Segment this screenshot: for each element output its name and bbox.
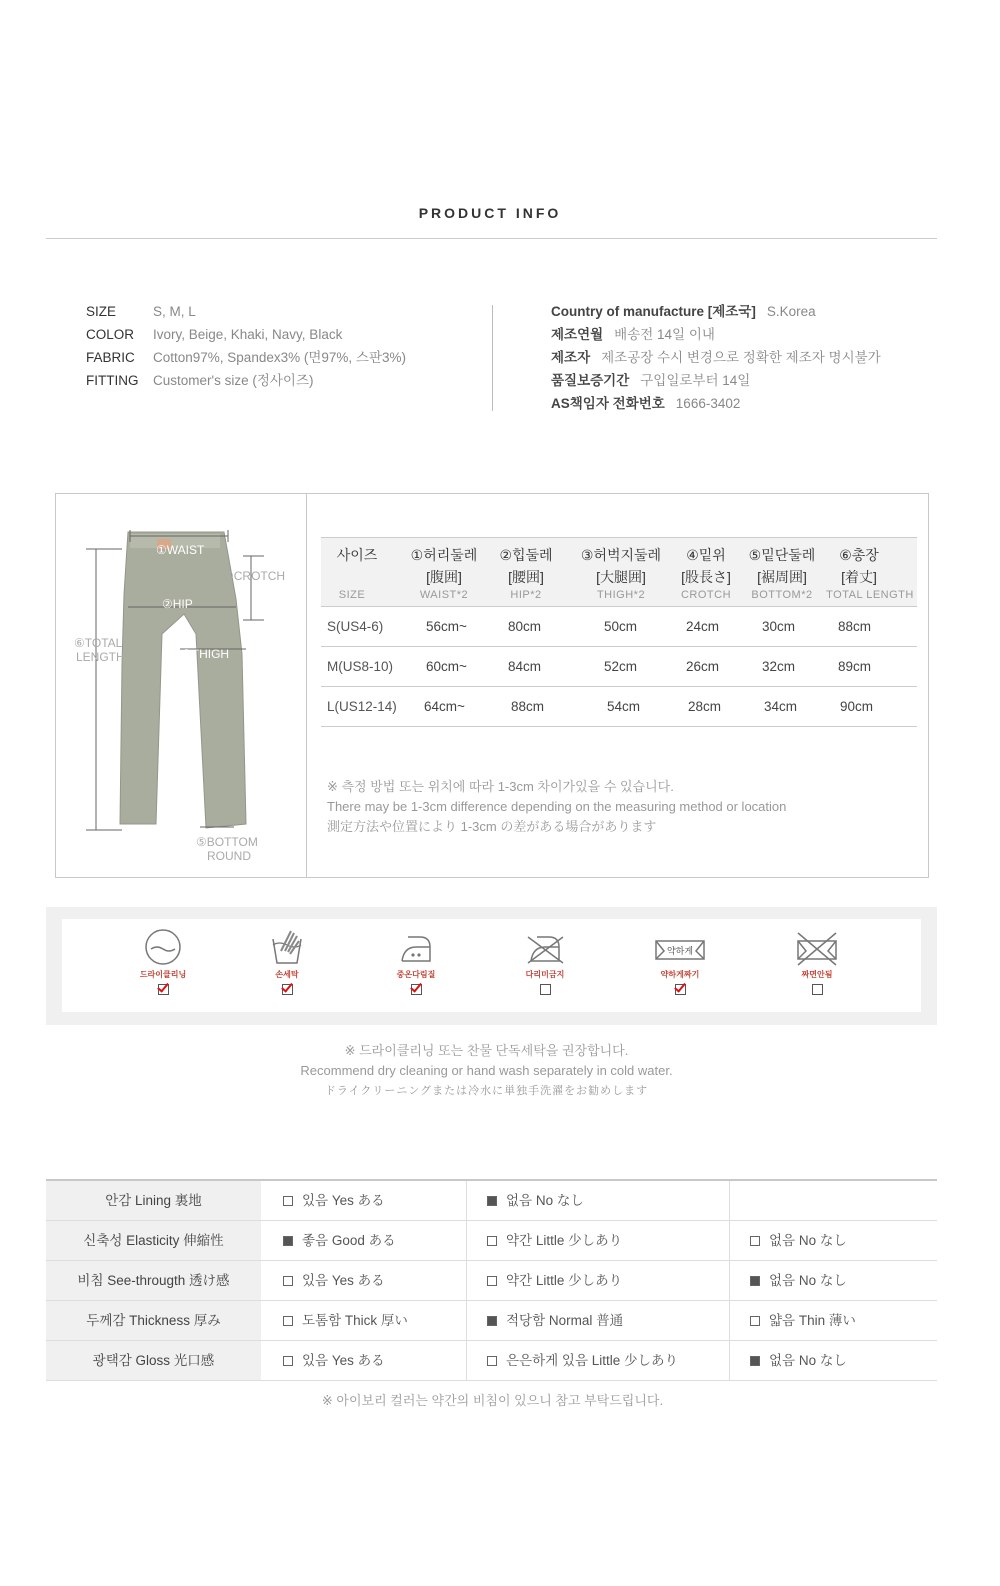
- checkbox: [283, 1276, 293, 1286]
- care-label: 짜면안됨: [801, 970, 833, 979]
- size-note: [327, 777, 786, 837]
- care-item-iron: [376, 927, 456, 995]
- option-label: 있음 Yes ある: [302, 1353, 385, 1368]
- care-checkbox: [411, 984, 422, 995]
- table-row: [321, 647, 917, 687]
- info-label: SIZE: [86, 304, 117, 319]
- info-row-as-phone: [551, 395, 881, 418]
- fabric-label: 신축성 Elasticity 伸縮性: [46, 1221, 261, 1260]
- title-divider: [46, 238, 937, 239]
- info-value: Ivory, Beige, Khaki, Navy, Black: [153, 327, 343, 342]
- cell-divider: [729, 1181, 730, 1220]
- info-label: FABRIC: [86, 350, 135, 365]
- option-label: 약간 Little 少しあり: [506, 1233, 623, 1248]
- info-value: 제조공장 수시 변경으로 정확한 제조자 명시불가: [601, 350, 881, 365]
- fabric-option: [487, 1181, 584, 1220]
- hip-cell: 80cm: [508, 619, 542, 634]
- fabric-option: [750, 1301, 856, 1340]
- checkbox: [487, 1196, 497, 1206]
- care-note: [0, 1041, 973, 1101]
- care-label: 중온다림질: [396, 970, 436, 979]
- info-value: S, M, L: [153, 304, 196, 319]
- iron-medium-icon: [396, 927, 436, 967]
- header-bottom-en: BOTTOM*2: [751, 589, 813, 601]
- header-thigh-en: THIGH*2: [596, 589, 646, 601]
- total-length-label-2: LENGTH: [76, 650, 125, 664]
- info-row-size: [86, 303, 406, 326]
- care-item-dry-clean: [123, 927, 203, 995]
- cell-divider: [729, 1341, 730, 1380]
- header-crotch-kanji: [股長さ]: [681, 569, 731, 585]
- crotch-cell: 24cm: [686, 619, 720, 634]
- header-hip-ko: ②힙둘레: [499, 547, 553, 563]
- info-row-fabric: [86, 349, 406, 372]
- size-guide-box: [55, 493, 929, 878]
- info-row-fitting: [86, 372, 406, 395]
- care-checkbox: [540, 984, 551, 995]
- thigh-cell: 50cm: [604, 619, 638, 634]
- option-label: 은은하게 있음 Little 少しあり: [506, 1353, 679, 1368]
- header-size-en: SIZE: [338, 589, 366, 601]
- header-hip-en: HIP*2: [510, 589, 542, 601]
- care-checkbox: [158, 984, 169, 995]
- info-row-manufacturer: [551, 349, 881, 372]
- header-bottom-kanji: [裾周囲]: [757, 569, 807, 585]
- hand-wash-icon: [267, 927, 307, 967]
- total-cell: 88cm: [838, 619, 872, 634]
- crotch-label: ④CROTCH: [223, 569, 286, 583]
- info-label: 제조자: [551, 350, 591, 365]
- option-label: 없음 No なし: [769, 1353, 847, 1368]
- option-label: 약간 Little 少しあり: [506, 1273, 623, 1288]
- size-note-ko: ※ 측정 방법 또는 위치에 따라 1-3cm 차이가있을 수 있습니다.: [327, 779, 674, 794]
- fabric-option: [750, 1341, 847, 1380]
- care-label: 약하게짜기: [660, 970, 700, 979]
- care-item-gentle-wring: [640, 927, 720, 995]
- cell-divider: [729, 1261, 730, 1300]
- info-value: 1666-3402: [675, 396, 741, 411]
- care-icons: [62, 919, 921, 1012]
- fabric-row-elasticity: [46, 1221, 937, 1261]
- info-label: AS책임자 전화번호: [551, 396, 665, 411]
- checkbox: [750, 1236, 760, 1246]
- info-value: Cotton97%, Spandex3% (면97%, 스판3%): [153, 350, 407, 365]
- size-note-en: There may be 1-3cm difference depending on the measuring method or location: [327, 799, 787, 814]
- hip-label: ②HIP: [162, 597, 193, 611]
- size-cell: L(US12-14): [327, 699, 397, 714]
- cell-divider: [466, 1181, 467, 1220]
- cell-divider: [466, 1341, 467, 1380]
- thigh-label: ③THIGH: [181, 647, 230, 661]
- header-crotch-en: CROTCH: [680, 589, 732, 601]
- header-hip-kanji: [腰囲]: [508, 569, 544, 585]
- info-label: FITTING: [86, 373, 139, 388]
- option-label: 얇음 Thin 薄い: [769, 1313, 856, 1328]
- fabric-label: 광택감 Gloss 光口感: [46, 1341, 261, 1380]
- fabric-option: [487, 1301, 623, 1340]
- header-total-en: TOTAL LENGTH: [826, 589, 914, 601]
- thigh-cell: 54cm: [607, 699, 641, 714]
- header-total-ko: ⑥총장: [839, 547, 879, 563]
- page-title: PRODUCT INFO: [418, 205, 562, 221]
- total-cell: 89cm: [838, 659, 872, 674]
- care-item-no-iron: [505, 927, 585, 995]
- bottom-label: ⑤BOTTOM: [196, 835, 258, 849]
- option-label: 적당함 Normal 普通: [506, 1313, 624, 1328]
- option-label: 좋음 Good ある: [302, 1233, 396, 1248]
- no-iron-icon: [525, 927, 565, 967]
- checkbox: [487, 1276, 497, 1286]
- fabric-option: [283, 1221, 396, 1260]
- size-box-divider: [306, 494, 307, 877]
- fabric-row-thickness: [46, 1301, 937, 1341]
- checkbox: [750, 1356, 760, 1366]
- product-info-right: [551, 303, 881, 418]
- info-value: S.Korea: [766, 304, 816, 319]
- checkbox: [750, 1276, 760, 1286]
- checkbox: [283, 1196, 293, 1206]
- care-note-jp: ドライクリーニングまたは冷水に単独手洗濯をお勧めします: [324, 1085, 649, 1097]
- info-row-warranty: [551, 372, 881, 395]
- fabric-option: [283, 1301, 408, 1340]
- cell-divider: [466, 1221, 467, 1260]
- waist-label: ①WAIST: [156, 543, 205, 557]
- care-label: 드라이클리닝: [139, 970, 187, 979]
- option-label: 있음 Yes ある: [302, 1273, 385, 1288]
- option-label: 없음 No なし: [769, 1233, 847, 1248]
- table-row: [321, 687, 917, 727]
- header-size-ko: 사이즈: [336, 547, 378, 563]
- fabric-row-lining: [46, 1181, 937, 1221]
- info-label: COLOR: [86, 327, 135, 342]
- header-bottom-ko: ⑤밑단둘레: [748, 547, 816, 563]
- hip-cell: 84cm: [508, 659, 542, 674]
- checkbox: [487, 1356, 497, 1366]
- info-divider: [492, 305, 493, 411]
- size-table-header: [321, 537, 917, 607]
- care-note-ko: ※ 드라이클리닝 또는 찬물 단독세탁을 권장합니다.: [344, 1043, 629, 1058]
- care-item-no-wring: [777, 927, 857, 995]
- total-cell: 90cm: [840, 699, 874, 714]
- fabric-option: [487, 1261, 622, 1300]
- option-label: 없음 No なし: [506, 1193, 584, 1208]
- waist-cell: 60cm~: [426, 659, 467, 674]
- thigh-cell: 52cm: [604, 659, 638, 674]
- waist-cell: 56cm~: [426, 619, 467, 634]
- care-label: 다리미금지: [525, 970, 565, 979]
- product-info-left: [86, 303, 406, 395]
- fabric-option: [283, 1341, 385, 1380]
- wring-text: 약하게: [666, 947, 694, 957]
- total-length-label: ⑥TOTAL: [74, 636, 123, 650]
- fabric-row-gloss: [46, 1341, 937, 1381]
- info-label: 제조연월: [551, 327, 604, 342]
- option-label: 없음 No なし: [769, 1273, 847, 1288]
- fabric-option: [283, 1261, 385, 1300]
- fabric-label: 두께감 Thickness 厚み: [46, 1301, 261, 1340]
- header-waist-en: WAIST*2: [419, 589, 469, 601]
- care-panel: [46, 907, 937, 1025]
- header-crotch-ko: ④밑위: [686, 547, 726, 563]
- header-total-kanji: [着丈]: [841, 569, 877, 585]
- info-row-country: [551, 303, 881, 326]
- info-value: 배송전 14일 이내: [614, 327, 715, 342]
- care-item-hand-wash: [247, 927, 327, 995]
- crotch-cell: 26cm: [686, 659, 720, 674]
- care-note-en: Recommend dry cleaning or hand wash separately in cold water.: [300, 1063, 673, 1078]
- header-waist-kanji: [腹囲]: [426, 569, 462, 585]
- fabric-option: [750, 1221, 847, 1260]
- info-value: 구입일로부터 14일: [640, 373, 751, 388]
- care-checkbox: [282, 984, 293, 995]
- option-label: 도톰함 Thick 厚い: [302, 1313, 408, 1328]
- bottom-cell: 34cm: [764, 699, 798, 714]
- fabric-option: [487, 1341, 678, 1380]
- care-label: 손세탁: [275, 970, 299, 979]
- cell-divider: [729, 1221, 730, 1260]
- table-row: [321, 607, 917, 647]
- bottom-cell: 30cm: [762, 619, 796, 634]
- size-note-jp: 測定方法や位置により 1-3cm の差がある場合があります: [327, 819, 657, 834]
- waist-cell: 64cm~: [424, 699, 465, 714]
- fabric-option: [283, 1181, 385, 1220]
- checkbox: [750, 1316, 760, 1326]
- header-waist-ko: ①허리둘레: [410, 547, 478, 563]
- crotch-cell: 28cm: [688, 699, 722, 714]
- no-wring-icon: [792, 927, 842, 967]
- fabric-row-see-through: [46, 1261, 937, 1301]
- gentle-wring-icon: [650, 927, 710, 967]
- header-thigh-kanji: [大腿囲]: [596, 569, 646, 585]
- info-row-color: [86, 326, 406, 349]
- option-label: 있음 Yes ある: [302, 1193, 385, 1208]
- size-cell: S(US4-6): [327, 619, 384, 634]
- fabric-option: [487, 1221, 622, 1260]
- checkbox: [283, 1356, 293, 1366]
- size-cell: M(US8-10): [327, 659, 394, 674]
- info-label: 품질보증기간: [551, 373, 630, 388]
- size-table: [321, 537, 917, 727]
- pants-diagram: [56, 494, 306, 877]
- fabric-note: ※ 아이보리 컬러는 약간의 비침이 있으니 참고 부탁드립니다.: [321, 1393, 664, 1408]
- care-checkbox: [675, 984, 686, 995]
- cell-divider: [466, 1301, 467, 1340]
- header-thigh-ko: ③허벅지둘레: [580, 547, 662, 563]
- cell-divider: [729, 1301, 730, 1340]
- care-checkbox: [812, 984, 823, 995]
- fabric-table: [46, 1179, 937, 1381]
- bottom-label-2: ROUND: [207, 849, 251, 863]
- dry-clean-icon: [143, 927, 183, 967]
- bottom-cell: 32cm: [762, 659, 796, 674]
- hip-cell: 88cm: [511, 699, 545, 714]
- info-value: Customer's size (정사이즈): [153, 373, 314, 388]
- checkbox: [283, 1316, 293, 1326]
- cell-divider: [466, 1261, 467, 1300]
- fabric-option: [750, 1261, 847, 1300]
- info-label: Country of manufacture [제조국]: [551, 304, 756, 319]
- fabric-label: 안감 Lining 裏地: [46, 1181, 261, 1220]
- fabric-label: 비침 See-througth 透け感: [46, 1261, 261, 1300]
- checkbox: [487, 1316, 497, 1326]
- checkbox: [283, 1236, 293, 1246]
- checkbox: [487, 1236, 497, 1246]
- info-row-manufacture-date: [551, 326, 881, 349]
